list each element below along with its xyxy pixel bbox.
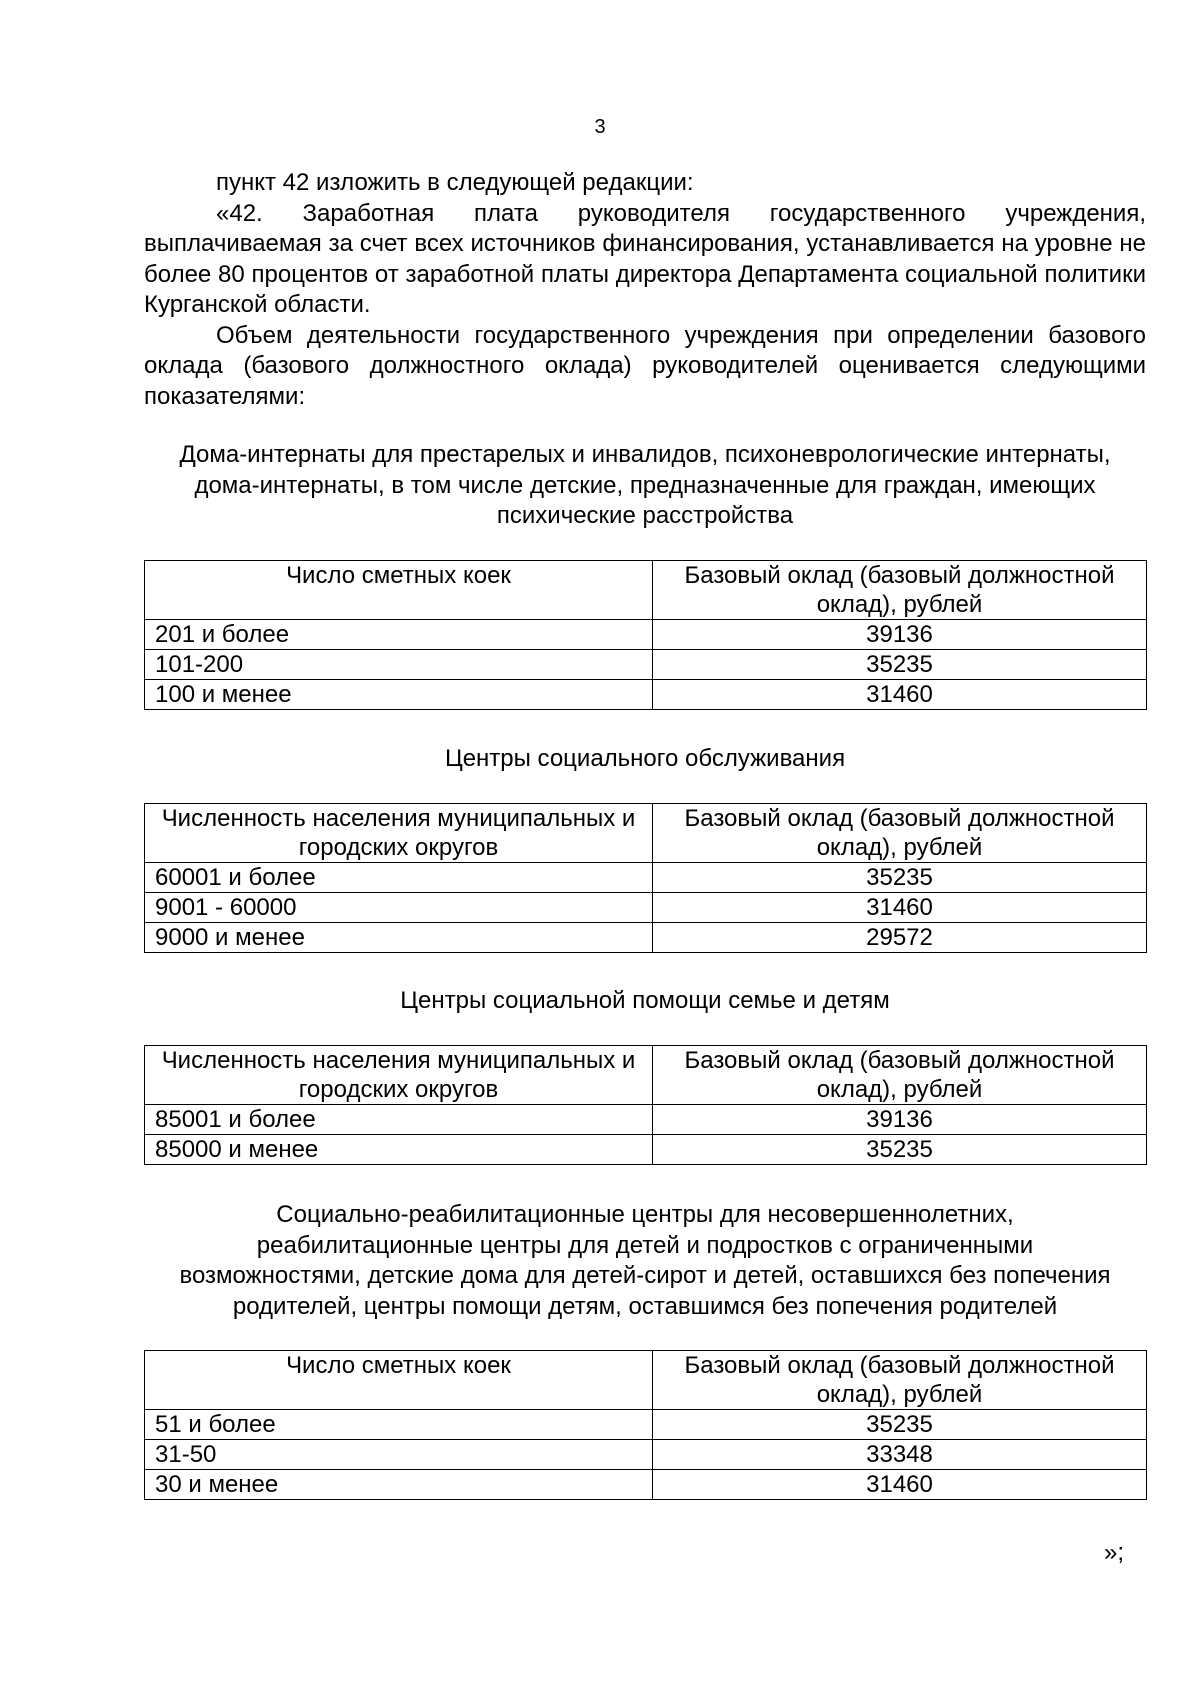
table-cell: 100 и менее bbox=[145, 679, 653, 709]
section-title: Социально-реабилитационные центры для несовершеннолетних, реабилитационные центры для детей и подростков с ограниченными возможностями, детские дома для детей-сирот и детей, оставшихся без попечения родителей, центры помощи детям, оставшимся без попечения родителей bbox=[179, 1201, 1111, 1320]
section-family-help-centers bbox=[144, 986, 1146, 1165]
table-row bbox=[145, 679, 1147, 709]
table-cell: 31460 bbox=[653, 1470, 1147, 1500]
page-number: 3 bbox=[594, 116, 606, 138]
column-header: Базовый оклад (базовый должностной оклад), рублей bbox=[653, 1045, 1147, 1104]
table-cell: 31460 bbox=[653, 679, 1147, 709]
table-row bbox=[145, 1440, 1147, 1470]
section-boarding-homes bbox=[144, 440, 1146, 710]
column-header: Базовый оклад (базовый должностной оклад), рублей bbox=[653, 803, 1147, 862]
table-cell: 30 и менее bbox=[145, 1470, 653, 1500]
table-row bbox=[145, 1134, 1147, 1164]
intro-paragraph-3: Объем деятельности государственного учреждения при определении базового оклада (базового должностного оклада) руководителей оценивается следующими показателями: bbox=[144, 321, 1146, 410]
table-row bbox=[145, 892, 1147, 922]
table-row bbox=[145, 1470, 1147, 1500]
intro-paragraph-2: «42. Заработная плата руководителя государственного учреждения, выплачиваемая за счет всех источников финансирования, устанавливается на уровне не более 80 процентов от заработной платы директора Департамента социальной политики Курганской области. bbox=[144, 199, 1146, 318]
table-header-row bbox=[145, 1351, 1147, 1410]
rates-table bbox=[144, 560, 1147, 710]
table-cell: 39136 bbox=[653, 1104, 1147, 1134]
section-title: Дома-интернаты для престарелых и инвалидов, психоневрологические интернаты, дома-интернаты, в том числе детские, предназначенные для граждан, имеющих психические расстройства bbox=[179, 441, 1111, 529]
rates-table bbox=[144, 803, 1147, 953]
table-cell: 9000 и менее bbox=[145, 922, 653, 952]
table-row bbox=[145, 922, 1147, 952]
table-row bbox=[145, 862, 1147, 892]
section-social-service-centers bbox=[144, 744, 1146, 953]
column-header: Число сметных коек bbox=[145, 1351, 653, 1410]
table-cell: 35235 bbox=[653, 1134, 1147, 1164]
section-title: Центры социального обслуживания bbox=[444, 745, 846, 772]
section-rehabilitation-centers bbox=[144, 1200, 1146, 1500]
table-cell: 35235 bbox=[653, 862, 1147, 892]
table-header-row bbox=[145, 560, 1147, 619]
closing-quote-mark: »; bbox=[1104, 1539, 1125, 1566]
table-row bbox=[145, 619, 1147, 649]
intro-text bbox=[144, 168, 1146, 412]
table-cell: 31460 bbox=[653, 892, 1147, 922]
table-cell: 51 и более bbox=[145, 1410, 653, 1440]
table-header-row bbox=[145, 803, 1147, 862]
column-header: Численность населения муниципальных и городских округов bbox=[145, 1045, 653, 1104]
table-cell: 60001 и более bbox=[145, 862, 653, 892]
column-header: Базовый оклад (базовый должностной оклад), рублей bbox=[653, 560, 1147, 619]
rates-table bbox=[144, 1045, 1147, 1165]
table-cell: 35235 bbox=[653, 1410, 1147, 1440]
table-cell: 39136 bbox=[653, 619, 1147, 649]
table-row bbox=[145, 1410, 1147, 1440]
column-header: Число сметных коек bbox=[145, 560, 653, 619]
table-cell: 85001 и более bbox=[145, 1104, 653, 1134]
intro-paragraph-1: пункт 42 изложить в следующей редакции: bbox=[216, 169, 694, 196]
table-cell: 33348 bbox=[653, 1440, 1147, 1470]
column-header: Численность населения муниципальных и городских округов bbox=[145, 803, 653, 862]
table-cell: 201 и более bbox=[145, 619, 653, 649]
table-cell: 35235 bbox=[653, 649, 1147, 679]
table-row bbox=[145, 1104, 1147, 1134]
table-cell: 101-200 bbox=[145, 649, 653, 679]
table-row bbox=[145, 649, 1147, 679]
table-header-row bbox=[145, 1045, 1147, 1104]
column-header: Базовый оклад (базовый должностной оклад), рублей bbox=[653, 1351, 1147, 1410]
table-cell: 85000 и менее bbox=[145, 1134, 653, 1164]
table-cell: 9001 - 60000 bbox=[145, 892, 653, 922]
rates-table bbox=[144, 1350, 1147, 1500]
table-cell: 29572 bbox=[653, 922, 1147, 952]
section-title: Центры социальной помощи семье и детям bbox=[400, 987, 890, 1014]
table-cell: 31-50 bbox=[145, 1440, 653, 1470]
